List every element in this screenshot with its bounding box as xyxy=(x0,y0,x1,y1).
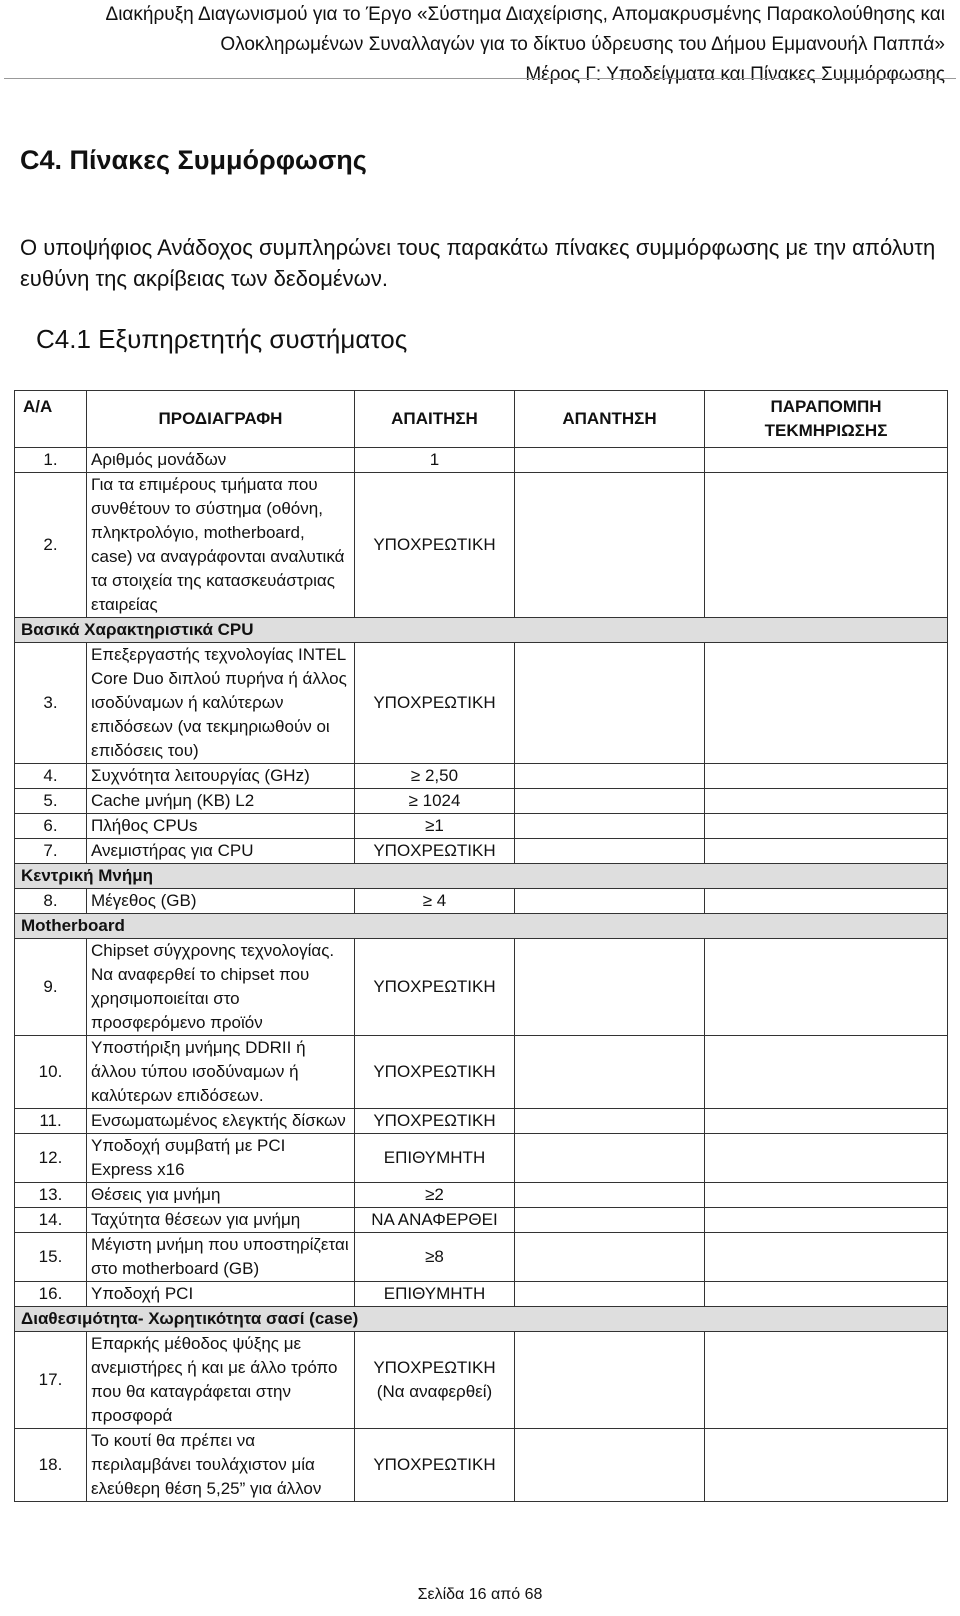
table-section-row xyxy=(15,864,948,889)
page-footer: Σελίδα 16 από 68 xyxy=(417,1586,543,1603)
row-requirement: ΥΠΟΧΡΕΩΤΙΚΗ xyxy=(355,939,515,1036)
row-requirement: ΥΠΟΧΡΕΩΤΙΚΗ xyxy=(355,643,515,764)
row-answer xyxy=(515,448,705,473)
row-answer xyxy=(515,1208,705,1233)
table-body xyxy=(15,448,948,1502)
row-requirement: ΥΠΟΧΡΕΩΤΙΚΗ xyxy=(355,839,515,864)
table-row xyxy=(15,789,948,814)
row-requirement: ΕΠΙΘΥΜΗΤΗ xyxy=(355,1134,515,1183)
row-answer xyxy=(515,1429,705,1502)
row-reference xyxy=(705,889,948,914)
row-requirement: ΥΠΟΧΡΕΩΤΙΚΗ (Να αναφερθεί) xyxy=(355,1332,515,1429)
table-row xyxy=(15,839,948,864)
row-reference xyxy=(705,1109,948,1134)
row-requirement: ΕΠΙΘΥΜΗΤΗ xyxy=(355,1282,515,1307)
header-line-2: Ολοκληρωμένων Συναλλαγών για το δίκτυο ύδρευσης του Δήμου Εμμανουήλ Παππά» xyxy=(220,34,945,55)
row-spec: Για τα επιμέρους τμήματα που συνθέτουν το σύστημα (οθόνη, πληκτρολόγιο, motherboard, case) να αναγράφονται αναλυτικά τα στοιχεία της κατασκευάστριας εταιρείας xyxy=(87,473,355,618)
table-section-row xyxy=(15,914,948,939)
row-reference xyxy=(705,473,948,618)
row-requirement: ΥΠΟΧΡΕΩΤΙΚΗ xyxy=(355,1109,515,1134)
row-reference xyxy=(705,643,948,764)
table-row xyxy=(15,473,948,618)
row-answer xyxy=(515,889,705,914)
row-spec: Επαρκής μέθοδος ψύξης με ανεμιστήρες ή και με άλλο τρόπο που θα καταγράφεται στην προσφορά xyxy=(87,1332,355,1429)
row-spec: Ταχύτητα θέσεων για μνήμη xyxy=(87,1208,355,1233)
row-number: 12. xyxy=(15,1134,87,1183)
row-spec: Επεξεργαστής τεχνολογίας INTEL Core Duo διπλού πυρήνα ή άλλος ισοδύναμων ή καλύτερων επιδόσεων (να τεκμηριωθούν οι επιδόσεις του) xyxy=(87,643,355,764)
row-number: 11. xyxy=(15,1109,87,1134)
row-number: 6. xyxy=(15,814,87,839)
row-number: 15. xyxy=(15,1233,87,1282)
row-answer xyxy=(515,1134,705,1183)
row-answer xyxy=(515,643,705,764)
row-answer xyxy=(515,1183,705,1208)
row-requirement: ΥΠΟΧΡΕΩΤΙΚΗ xyxy=(355,473,515,618)
table-section-row xyxy=(15,618,948,643)
row-spec: Το κουτί θα πρέπει να περιλαμβάνει τουλάχιστον μία ελεύθερη θέση 5,25” για άλλον xyxy=(87,1429,355,1502)
table-row xyxy=(15,1429,948,1502)
col-header-spec: ΠΡΟΔΙΑΓΡΑΦΗ xyxy=(87,391,355,448)
row-reference xyxy=(705,1429,948,1502)
row-requirement: ≥ 4 xyxy=(355,889,515,914)
row-requirement: ≥ 2,50 xyxy=(355,764,515,789)
section-label: Διαθεσιμότητα- Χωρητικότητα σασί (case) xyxy=(15,1307,948,1332)
row-answer xyxy=(515,789,705,814)
row-number: 17. xyxy=(15,1332,87,1429)
table-row xyxy=(15,1233,948,1282)
table-row xyxy=(15,889,948,914)
col-header-requirement: ΑΠΑΙΤΗΣΗ xyxy=(355,391,515,448)
row-reference xyxy=(705,789,948,814)
row-spec: Μέγιστη μνήμη που υποστηρίζεται στο motherboard (GB) xyxy=(87,1233,355,1282)
row-answer xyxy=(515,1282,705,1307)
table-row xyxy=(15,764,948,789)
row-answer xyxy=(515,764,705,789)
row-spec: Αριθμός μονάδων xyxy=(87,448,355,473)
table-row xyxy=(15,1036,948,1109)
row-reference xyxy=(705,839,948,864)
row-spec: Συχνότητα λειτουργίας (GHz) xyxy=(87,764,355,789)
row-number: 14. xyxy=(15,1208,87,1233)
row-answer xyxy=(515,1109,705,1134)
document-header xyxy=(106,0,946,90)
row-spec: Υποδοχή συμβατή με PCI Express x16 xyxy=(87,1134,355,1183)
row-answer xyxy=(515,1233,705,1282)
compliance-table xyxy=(14,390,948,1502)
header-line-1: Διακήρυξη Διαγωνισμού για το Έργο «Σύστημα Διαχείρισης, Απομακρυσμένης Παρακολούθησης και xyxy=(105,4,945,25)
col-header-reference: ΠΑΡΑΠΟΜΠΗ ΤΕΚΜΗΡΙΩΣΗΣ xyxy=(705,391,948,448)
row-number: 1. xyxy=(15,448,87,473)
table-section-row xyxy=(15,1307,948,1332)
row-reference xyxy=(705,1282,948,1307)
row-answer xyxy=(515,939,705,1036)
table-row xyxy=(15,814,948,839)
table-row xyxy=(15,1134,948,1183)
row-reference xyxy=(705,1183,948,1208)
table-row xyxy=(15,1183,948,1208)
section-title: C4. Πίνακες Συμμόρφωσης xyxy=(20,145,367,175)
section-label: Motherboard xyxy=(15,914,948,939)
row-number: 2. xyxy=(15,473,87,618)
table-row xyxy=(15,1332,948,1429)
header-rule xyxy=(4,78,956,79)
row-reference xyxy=(705,939,948,1036)
row-requirement: ΥΠΟΧΡΕΩΤΙΚΗ xyxy=(355,1036,515,1109)
row-number: 18. xyxy=(15,1429,87,1502)
row-requirement: ≥ 1024 xyxy=(355,789,515,814)
subsection-title: C4.1 Εξυπηρετητής συστήματος xyxy=(36,324,408,354)
col-header-answer: ΑΠΑΝΤΗΣΗ xyxy=(515,391,705,448)
row-spec: Πλήθος CPUs xyxy=(87,814,355,839)
table-row xyxy=(15,448,948,473)
row-requirement: ≥1 xyxy=(355,814,515,839)
row-spec: Υποστήριξη μνήμης DDRII ή άλλου τύπου ισοδύναμων ή καλύτερων επιδόσεων. xyxy=(87,1036,355,1109)
table-row xyxy=(15,1282,948,1307)
section-label: Κεντρική Μνήμη xyxy=(15,864,948,889)
row-number: 10. xyxy=(15,1036,87,1109)
row-spec: Chipset σύγχρονης τεχνολογίας. Να αναφερθεί το chipset που χρησιμοποιείται στο προσφερόμενο προϊόν xyxy=(87,939,355,1036)
row-number: 4. xyxy=(15,764,87,789)
row-answer xyxy=(515,814,705,839)
row-reference xyxy=(705,764,948,789)
row-answer xyxy=(515,1332,705,1429)
row-requirement: ≥2 xyxy=(355,1183,515,1208)
row-spec: Μέγεθος (GB) xyxy=(87,889,355,914)
row-number: 9. xyxy=(15,939,87,1036)
table-row xyxy=(15,643,948,764)
row-number: 8. xyxy=(15,889,87,914)
row-reference xyxy=(705,1134,948,1183)
row-spec: Ανεμιστήρας για CPU xyxy=(87,839,355,864)
table-header-row xyxy=(15,391,948,448)
table-row xyxy=(15,1109,948,1134)
row-reference xyxy=(705,1208,948,1233)
row-reference xyxy=(705,448,948,473)
row-requirement: ≥8 xyxy=(355,1233,515,1282)
row-requirement: ΝΑ ΑΝΑΦΕΡΘΕΙ xyxy=(355,1208,515,1233)
row-number: 13. xyxy=(15,1183,87,1208)
row-answer xyxy=(515,473,705,618)
row-spec: Ενσωματωμένος ελεγκτής δίσκων xyxy=(87,1109,355,1134)
table-row xyxy=(15,939,948,1036)
row-reference xyxy=(705,814,948,839)
row-spec: Θέσεις για μνήμη xyxy=(87,1183,355,1208)
intro-paragraph: Ο υποψήφιος Ανάδοχος συμπληρώνει τους παρακάτω πίνακες συμμόρφωσης με την απόλυτη ευθύνη της ακρίβειας των δεδομένων. xyxy=(20,235,936,291)
col-header-aa: Α/Α xyxy=(15,391,87,448)
row-spec: Υποδοχή PCI xyxy=(87,1282,355,1307)
table-row xyxy=(15,1208,948,1233)
row-requirement: 1 xyxy=(355,448,515,473)
row-reference xyxy=(705,1332,948,1429)
row-spec: Cache μνήμη (KB) L2 xyxy=(87,789,355,814)
row-answer xyxy=(515,839,705,864)
row-reference xyxy=(705,1036,948,1109)
header-line-3: Μέρος Γ: Υποδείγματα και Πίνακες Συμμόρφωσης xyxy=(525,64,945,85)
row-number: 3. xyxy=(15,643,87,764)
row-number: 7. xyxy=(15,839,87,864)
row-requirement: ΥΠΟΧΡΕΩΤΙΚΗ xyxy=(355,1429,515,1502)
row-reference xyxy=(705,1233,948,1282)
row-answer xyxy=(515,1036,705,1109)
section-label: Βασικά Χαρακτηριστικά CPU xyxy=(15,618,948,643)
row-number: 5. xyxy=(15,789,87,814)
row-number: 16. xyxy=(15,1282,87,1307)
